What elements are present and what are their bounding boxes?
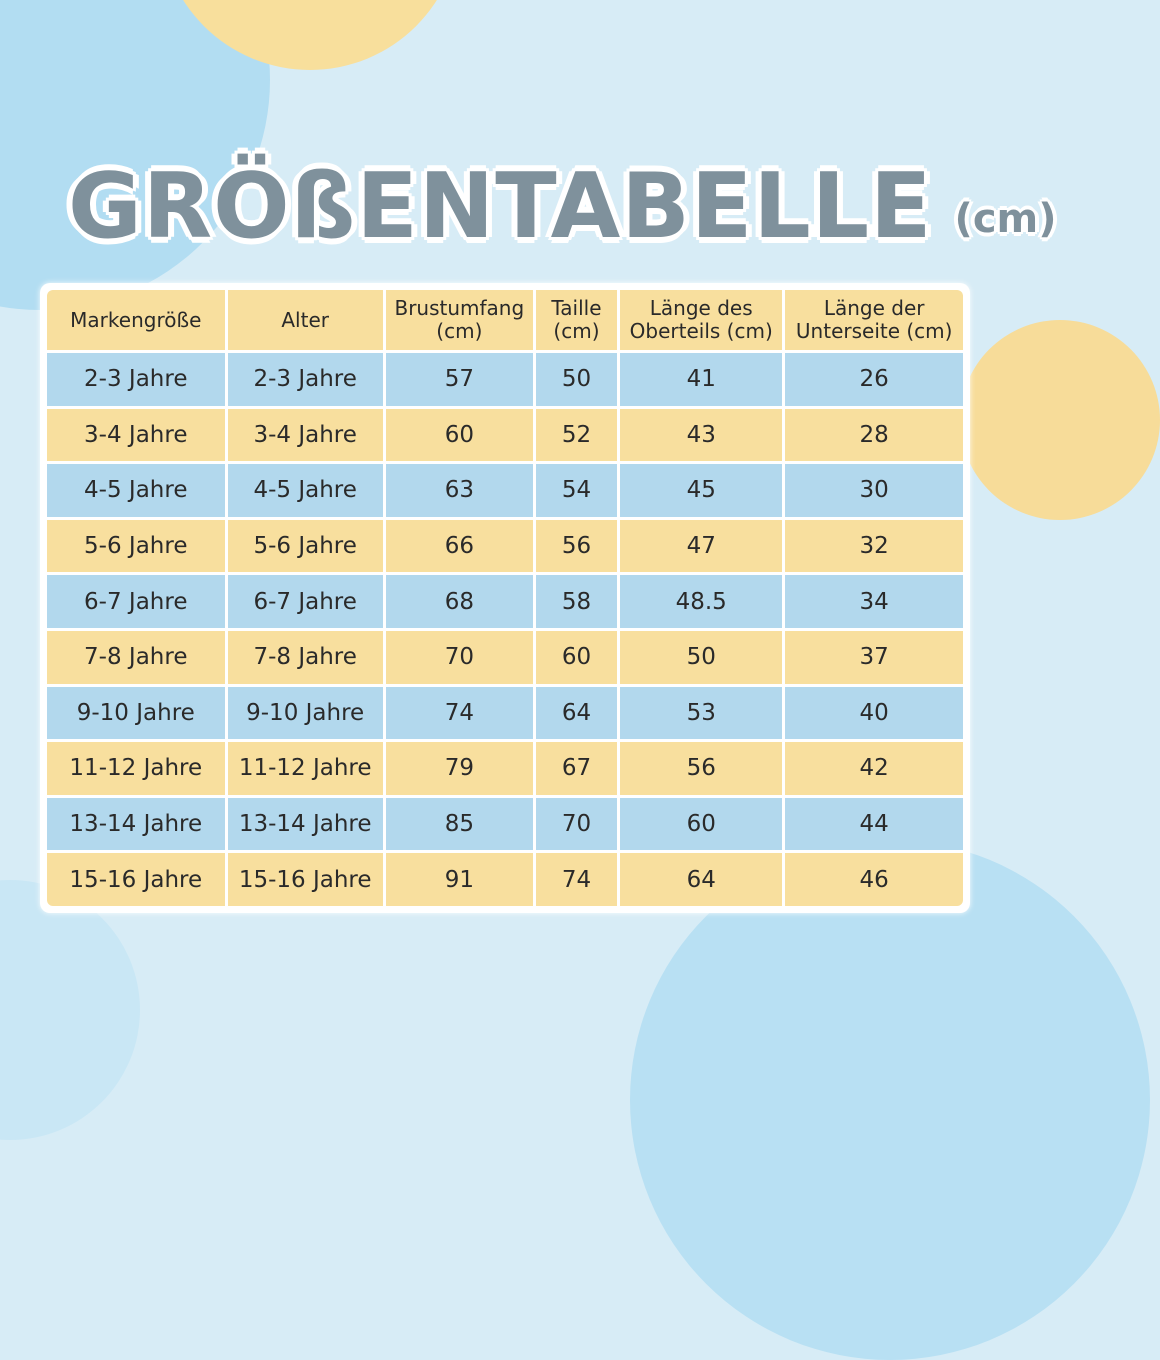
header-alter <box>228 290 383 350</box>
cell-brustumfang: 63 <box>386 464 533 517</box>
cell-brustumfang: 66 <box>386 520 533 573</box>
header-laenge-unterseite <box>785 290 963 350</box>
header-laenge-oberteil <box>620 290 782 350</box>
cell-laenge-oberteil: 41 <box>620 353 782 406</box>
header-label: Länge der <box>823 296 925 320</box>
cell-laenge-oberteil: 60 <box>620 798 782 851</box>
cell-laenge-unterseite: 26 <box>785 353 963 406</box>
cell-brustumfang: 79 <box>386 742 533 795</box>
cell-markengroesse: 15-16 Jahre <box>47 853 225 906</box>
cell-brustumfang: 60 <box>386 409 533 462</box>
header-label: Taille <box>551 296 602 320</box>
cell-laenge-unterseite: 37 <box>785 631 963 684</box>
cell-alter: 7-8 Jahre <box>228 631 383 684</box>
table-row <box>47 853 963 906</box>
cell-taille: 52 <box>536 409 617 462</box>
title-main: GRÖßENTABELLE <box>68 154 933 259</box>
cell-brustumfang: 57 <box>386 353 533 406</box>
header-taille <box>536 290 617 350</box>
cell-taille: 60 <box>536 631 617 684</box>
cell-alter: 6-7 Jahre <box>228 575 383 628</box>
cell-laenge-oberteil: 64 <box>620 853 782 906</box>
cell-markengroesse: 4-5 Jahre <box>47 464 225 517</box>
cell-brustumfang: 70 <box>386 631 533 684</box>
cell-laenge-oberteil: 53 <box>620 687 782 740</box>
cell-markengroesse: 9-10 Jahre <box>47 687 225 740</box>
table-row <box>47 520 963 573</box>
cell-alter: 2-3 Jahre <box>228 353 383 406</box>
cell-markengroesse: 7-8 Jahre <box>47 631 225 684</box>
cell-brustumfang: 85 <box>386 798 533 851</box>
header-label: Länge des <box>649 296 753 320</box>
table-row <box>47 631 963 684</box>
header-brustumfang <box>386 290 533 350</box>
cell-alter: 13-14 Jahre <box>228 798 383 851</box>
header-unit: Oberteils (cm) <box>629 319 773 343</box>
cell-brustumfang: 91 <box>386 853 533 906</box>
background-circle-blue-bottom <box>630 840 1150 1360</box>
cell-laenge-unterseite: 42 <box>785 742 963 795</box>
cell-taille: 64 <box>536 687 617 740</box>
cell-taille: 74 <box>536 853 617 906</box>
cell-markengroesse: 5-6 Jahre <box>47 520 225 573</box>
cell-alter: 4-5 Jahre <box>228 464 383 517</box>
cell-alter: 5-6 Jahre <box>228 520 383 573</box>
cell-laenge-unterseite: 46 <box>785 853 963 906</box>
cell-markengroesse: 3-4 Jahre <box>47 409 225 462</box>
table-row <box>47 464 963 517</box>
table-row <box>47 687 963 740</box>
cell-laenge-unterseite: 32 <box>785 520 963 573</box>
cell-taille: 67 <box>536 742 617 795</box>
cell-laenge-oberteil: 45 <box>620 464 782 517</box>
background-circle-blue-bottom-left <box>0 880 140 1140</box>
table-header-row <box>47 290 963 350</box>
size-chart-table-container <box>40 283 970 913</box>
header-unit: Unterseite (cm) <box>795 319 953 343</box>
cell-alter: 15-16 Jahre <box>228 853 383 906</box>
cell-taille: 54 <box>536 464 617 517</box>
cell-laenge-unterseite: 44 <box>785 798 963 851</box>
cell-alter: 3-4 Jahre <box>228 409 383 462</box>
header-markengroesse <box>47 290 225 350</box>
cell-laenge-unterseite: 28 <box>785 409 963 462</box>
background-circle-yellow-right <box>960 320 1160 520</box>
page-title <box>68 132 1057 259</box>
cell-alter: 9-10 Jahre <box>228 687 383 740</box>
cell-markengroesse: 2-3 Jahre <box>47 353 225 406</box>
table-row <box>47 575 963 628</box>
header-unit: (cm) <box>436 319 483 343</box>
title-unit: (cm) <box>954 196 1057 242</box>
cell-brustumfang: 68 <box>386 575 533 628</box>
cell-laenge-oberteil: 43 <box>620 409 782 462</box>
cell-laenge-unterseite: 30 <box>785 464 963 517</box>
cell-markengroesse: 11-12 Jahre <box>47 742 225 795</box>
table-row <box>47 353 963 406</box>
cell-brustumfang: 74 <box>386 687 533 740</box>
cell-taille: 58 <box>536 575 617 628</box>
size-chart-table <box>44 287 966 909</box>
cell-laenge-oberteil: 50 <box>620 631 782 684</box>
table-row <box>47 742 963 795</box>
cell-taille: 50 <box>536 353 617 406</box>
cell-laenge-oberteil: 47 <box>620 520 782 573</box>
cell-laenge-unterseite: 34 <box>785 575 963 628</box>
header-unit: (cm) <box>553 319 600 343</box>
cell-alter: 11-12 Jahre <box>228 742 383 795</box>
cell-laenge-oberteil: 56 <box>620 742 782 795</box>
cell-laenge-unterseite: 40 <box>785 687 963 740</box>
cell-markengroesse: 13-14 Jahre <box>47 798 225 851</box>
cell-markengroesse: 6-7 Jahre <box>47 575 225 628</box>
cell-taille: 70 <box>536 798 617 851</box>
table-row <box>47 409 963 462</box>
cell-taille: 56 <box>536 520 617 573</box>
cell-laenge-oberteil: 48.5 <box>620 575 782 628</box>
header-label: Brustumfang <box>394 296 525 320</box>
table-row <box>47 798 963 851</box>
header-label: Markengröße <box>70 307 202 332</box>
header-label: Alter <box>281 307 329 332</box>
